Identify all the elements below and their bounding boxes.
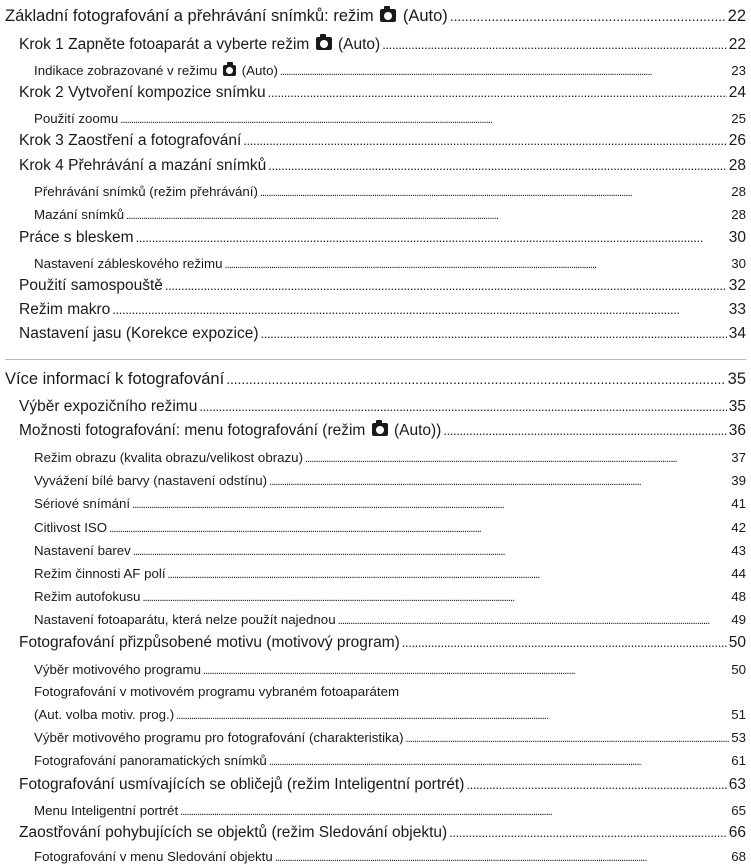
page-number: 53: [731, 730, 746, 745]
leader-dots: [226, 370, 725, 389]
leader-dots: [136, 229, 727, 247]
leader-dots: [268, 84, 727, 102]
toc-entry-label: Režim obrazu (kvalita obrazu/velikost obrazu): [34, 450, 304, 465]
leader-dots: [224, 256, 729, 271]
page-number: 41: [731, 496, 746, 511]
toc-entry-image-mode[interactable]: [34, 446, 746, 465]
page-number: 33: [728, 301, 746, 318]
toc-entry-incompatible[interactable]: [34, 608, 746, 627]
toc-entry-label: Fotografování usmívajících se obličejů (režim Inteligentní portrét): [19, 776, 465, 793]
page-number: 50: [728, 634, 746, 651]
page-number: 43: [731, 543, 746, 558]
leader-dots: [443, 422, 726, 440]
leader-dots: [199, 398, 726, 416]
page-number: 39: [731, 473, 746, 488]
page-number: 28: [728, 157, 746, 174]
toc-entry-label: Použití samospouště: [19, 277, 163, 294]
toc-entry-scene[interactable]: [19, 630, 746, 652]
leader-dots: [305, 450, 729, 465]
page-number: 44: [731, 566, 746, 581]
leader-dots: [132, 496, 729, 511]
toc-entry-label: Vyvážení bílé barvy (nastavení odstínu): [34, 473, 268, 488]
toc-entry-auto-mode-chapter[interactable]: [5, 4, 746, 26]
page-number: 50: [731, 662, 746, 677]
toc-entry-label: Výběr motivového programu: [34, 662, 202, 677]
page-number: 30: [731, 256, 746, 271]
leader-dots: [112, 301, 726, 319]
toc-entry-mode-select[interactable]: [19, 394, 746, 416]
toc-entry-label: Fotografování panoramatických snímků: [34, 753, 267, 768]
leader-dots: [203, 662, 729, 677]
leader-dots: [269, 473, 729, 488]
toc-entry-zoom[interactable]: [34, 107, 746, 126]
toc-entry-subject-tracking[interactable]: [19, 820, 746, 842]
toc-entry-more-shooting-chapter[interactable]: [5, 367, 746, 389]
toc-entry-step1[interactable]: [19, 32, 746, 54]
leader-dots: [142, 589, 729, 604]
toc-entry-label: Nastavení jasu (Korekce expozice): [19, 325, 259, 342]
camera-icon: [223, 65, 236, 76]
toc-entry-auto-indicators[interactable]: [34, 59, 746, 78]
toc-entry-label: Více informací k fotografování: [5, 370, 225, 388]
toc-entry-label: Krok 4 Přehrávání a mazání snímků: [19, 157, 267, 174]
toc-entry-label: Indikace zobrazované v režimu (Auto): [34, 63, 278, 78]
page-number: 28: [731, 184, 746, 199]
camera-icon: [380, 9, 396, 22]
page-number: 28: [731, 207, 746, 222]
toc-entry-label: Režim autofokusu: [34, 589, 141, 604]
page-number: 49: [731, 612, 746, 627]
toc-entry-label: Použití zoomu: [34, 111, 119, 126]
toc-entry-label: Citlivost ISO: [34, 520, 108, 535]
leader-dots: [382, 36, 727, 54]
toc-entry-label: Režim činnosti AF polí: [34, 566, 166, 581]
section-divider: [5, 359, 746, 360]
toc-entry-label: Režim makro: [19, 301, 111, 318]
toc-entry-label: Fotografování v motivovém programu vybraném fotoaparátem: [34, 684, 400, 699]
toc-entry-label: Zaostřování pohybujících se objektů (režim Sledování objektu): [19, 824, 448, 841]
leader-dots: [109, 520, 729, 535]
toc-entry-continuous[interactable]: [34, 492, 746, 511]
page-number: 30: [728, 229, 746, 246]
toc-entry-label: Nastavení fotoaparátu, která nelze použít najednou: [34, 612, 336, 627]
toc-entry-label: Základní fotografování a přehrávání snímků: režim (Auto): [5, 7, 448, 25]
toc-entry-step3[interactable]: [19, 128, 746, 150]
toc-entry-label: Výběr expozičního režimu: [19, 398, 198, 415]
page-number: 24: [728, 84, 746, 101]
toc-entry-label: Přehrávání snímků (režim přehrávání): [34, 184, 258, 199]
leader-dots: [402, 634, 727, 652]
toc-entry-scene-auto-line1[interactable]: [34, 680, 746, 699]
leader-dots: [338, 612, 730, 627]
leader-dots: [406, 730, 730, 745]
page-number: 61: [731, 753, 746, 768]
toc-entry-subject-tracking-menu[interactable]: [34, 845, 746, 864]
page-number: 37: [731, 450, 746, 465]
toc-entry-label: Sériové snímání: [34, 496, 131, 511]
toc-entry-color[interactable]: [34, 539, 746, 558]
toc-entry-macro[interactable]: [19, 297, 746, 319]
toc-entry-label: Možnosti fotografování: menu fotografování (režim (Auto)): [19, 422, 442, 439]
leader-dots: [126, 207, 729, 222]
page-number: 25: [731, 111, 746, 126]
toc-entry-self-timer[interactable]: [19, 273, 746, 295]
toc-entry-label: Nastavení zábleskového režimu: [34, 256, 223, 271]
page-number: 68: [731, 849, 746, 864]
leader-dots: [133, 543, 729, 558]
page-number: 42: [731, 520, 746, 535]
page-number: 34: [728, 325, 746, 342]
toc-entry-label: Fotografování přizpůsobené motivu (motivový program): [19, 634, 400, 651]
leader-dots: [168, 566, 730, 581]
toc-entry-label: Výběr motivového programu pro fotografování (charakteristika): [34, 730, 404, 745]
page-number: 63: [728, 776, 746, 793]
toc-entry-af-mode[interactable]: [34, 585, 746, 604]
toc-entry-flash-mode[interactable]: [34, 252, 746, 271]
toc-entry-white-balance[interactable]: [34, 469, 746, 488]
toc-entry-af-area[interactable]: [34, 562, 746, 581]
leader-dots: [268, 157, 726, 175]
leader-dots: [269, 753, 729, 768]
leader-dots: [261, 325, 727, 343]
leader-dots: [450, 7, 726, 26]
toc-entry-exposure-comp[interactable]: [19, 321, 746, 343]
toc-entry-label: Krok 3 Zaostření a fotografování: [19, 132, 242, 149]
toc-entry-label: (Aut. volba motiv. prog.): [34, 707, 175, 722]
page-number: 35: [728, 398, 746, 415]
toc-entry-flash[interactable]: [19, 225, 746, 247]
camera-icon: [316, 37, 332, 50]
page-number: 22: [727, 7, 746, 25]
toc-entry-label: Mazání snímků: [34, 207, 125, 222]
toc-entry-label: Menu Inteligentní portrét: [34, 803, 179, 818]
toc-entry-scene-auto-line2[interactable]: [34, 703, 746, 722]
page-number: 35: [727, 370, 746, 388]
page-number: 48: [731, 589, 746, 604]
leader-dots: [176, 707, 729, 722]
page-number: 36: [728, 422, 746, 439]
leader-dots: [243, 132, 726, 150]
leader-dots: [466, 776, 726, 794]
leader-dots: [120, 111, 729, 126]
toc-entry-playback[interactable]: [34, 180, 746, 199]
page-number: 23: [731, 63, 746, 78]
toc-entry-panorama[interactable]: [34, 749, 746, 768]
toc-entry-label: Nastavení barev: [34, 543, 131, 558]
toc-entry-iso[interactable]: [34, 516, 746, 535]
leader-dots: [260, 184, 729, 199]
leader-dots: [165, 277, 727, 295]
toc-entry-delete[interactable]: [34, 203, 746, 222]
page-number: 65: [731, 803, 746, 818]
leader-dots: [180, 803, 729, 818]
toc-entry-label: Krok 2 Vytvoření kompozice snímku: [19, 84, 266, 101]
page-number: 26: [728, 132, 746, 149]
page-number: 32: [728, 277, 746, 294]
toc-entry-step2[interactable]: [19, 80, 746, 102]
toc-entry-scene-features[interactable]: [34, 726, 746, 745]
toc-entry-scene-select[interactable]: [34, 658, 746, 677]
toc-entry-label: Práce s bleskem: [19, 229, 134, 246]
toc-entry-step4[interactable]: [19, 153, 746, 175]
page-number: 51: [731, 707, 746, 722]
toc-entry-label: Krok 1 Zapněte fotoaparát a vyberte režim (Auto): [19, 36, 381, 53]
page-number: 22: [728, 36, 746, 53]
camera-icon: [372, 423, 388, 436]
toc-entry-smart-portrait-menu[interactable]: [34, 799, 746, 818]
toc-entry-label: Fotografování v menu Sledování objektu: [34, 849, 273, 864]
toc-entry-shooting-menu[interactable]: [19, 418, 746, 440]
leader-dots: [275, 849, 729, 864]
toc-entry-smart-portrait[interactable]: [19, 772, 746, 794]
page-number: 66: [728, 824, 746, 841]
leader-dots: [280, 63, 729, 78]
leader-dots: [449, 824, 727, 842]
